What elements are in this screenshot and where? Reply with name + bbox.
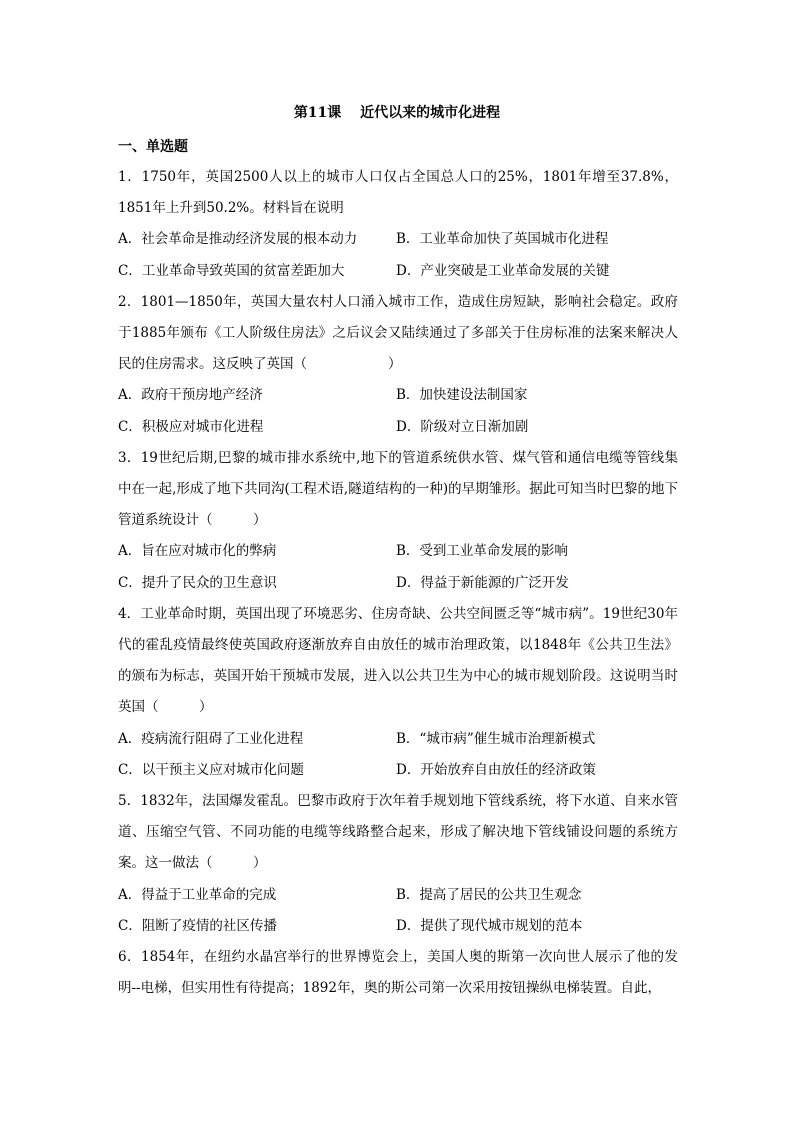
question-stem: 4．工业革命时期，英国出现了环境恶劣、住房奇缺、公共空间匮乏等“城市病”。19世纪30年代的霍乱疫情最终使英国政府逐渐放弃自由放任的城市治理政策，以1848年《公共卫生法》的颁布为标志，英国开始干预城市发展，进入以公共卫生为中心的城市规划阶段。这说明当时英国（ ）: [118, 605, 678, 716]
option-c: C．提升了民众的卫生意识: [118, 574, 277, 591]
section-heading: 一、单选题: [118, 139, 188, 155]
question-stem: 5．1832年，法国爆发霍乱。巴黎市政府于次年着手规划地下管线系统，将下水道、自来水管道、压缩空气管、不同功能的电缆等线路整合起来，形成了解决地下管线铺设问题的系统方案。这一做法（ ）: [118, 793, 678, 872]
option-row: [118, 536, 678, 567]
option-c: C．工业革命导致英国的贫富差距加大: [118, 262, 345, 279]
option-a: A．疫病流行阻碍了工业化进程: [118, 730, 304, 747]
question-5: [118, 786, 678, 942]
option-row: [118, 412, 678, 443]
question-1: [118, 162, 678, 287]
option-d: D．提供了现代城市规划的范本: [396, 917, 583, 934]
question-stem: 1．1750年，英国2500人以上的城市人口仅占全国总人口的25%，1801年增至37.8%，1851年上升到50.2%。材料旨在说明: [118, 169, 678, 217]
option-a: A．得益于工业革命的完成: [118, 886, 277, 903]
option-d: D．开始放弃自由放任的经济政策: [396, 761, 596, 778]
option-a: A．旨在应对城市化的弊病: [118, 543, 277, 560]
option-a: A．政府干预房地产经济: [118, 387, 263, 404]
option-row: [118, 256, 678, 287]
option-d: D．阶级对立日渐加剧: [396, 418, 529, 435]
option-d: D．产业突破是工业革命发展的关键: [396, 262, 610, 279]
option-row: [118, 724, 678, 755]
option-d: D．得益于新能源的广泛开发: [396, 574, 569, 591]
option-b: B．加快建设法制国家: [396, 387, 528, 404]
question-stem: 3．19世纪后期,巴黎的城市排水系统中,地下的管道系统供水管、煤气管和通信电缆等管线集中在一起,形成了地下共同沟(工程术语,隧道结构的一种)的早期雏形。据此可知当时巴黎的地下管道系统设计（ ）: [118, 449, 678, 529]
question-stem: 6．1854年，在纽约水晶宫举行的世界博览会上，美国人奥的斯第一次向世人展示了他的发明--电梯，但实用性有待提高；1892年，奥的斯公司第一次采用按钮操纵电梯装置。自此，: [118, 949, 678, 997]
option-c: C．阻断了疫情的社区传播: [118, 917, 277, 934]
option-b: B．工业革命加快了英国城市化进程: [396, 231, 609, 248]
option-row: [118, 911, 678, 942]
question-4: [118, 599, 678, 786]
option-row: [118, 568, 678, 599]
option-c: C．积极应对城市化进程: [118, 418, 264, 435]
question-list: [118, 162, 678, 1004]
question-stem: 2．1801—1850年，英国大量农村人口涌入城市工作，造成住房短缺，影响社会稳定。政府于1885年颁布《工人阶级住房法》之后议会又陆续通过了多部关于住房标准的法案来解决人民的住房需求。这反映了英国（ ）: [118, 293, 678, 373]
option-b: B．提高了居民的公共卫生观念: [396, 886, 582, 903]
option-row: [118, 224, 678, 255]
page-title: 第11课 近代以来的城市化进程: [293, 105, 501, 121]
question-2: [118, 287, 678, 443]
option-b: B．“城市病”催生城市治理新模式: [396, 730, 596, 747]
option-a: A．社会革命是推动经济发展的根本动力: [118, 231, 358, 248]
option-b: B．受到工业革命发展的影响: [396, 543, 568, 560]
question-6: [118, 942, 678, 1004]
question-3: [118, 443, 678, 599]
option-c: C．以干预主义应对城市化问题: [118, 761, 304, 778]
option-row: [118, 380, 678, 411]
option-row: [118, 880, 678, 911]
option-row: [118, 755, 678, 786]
